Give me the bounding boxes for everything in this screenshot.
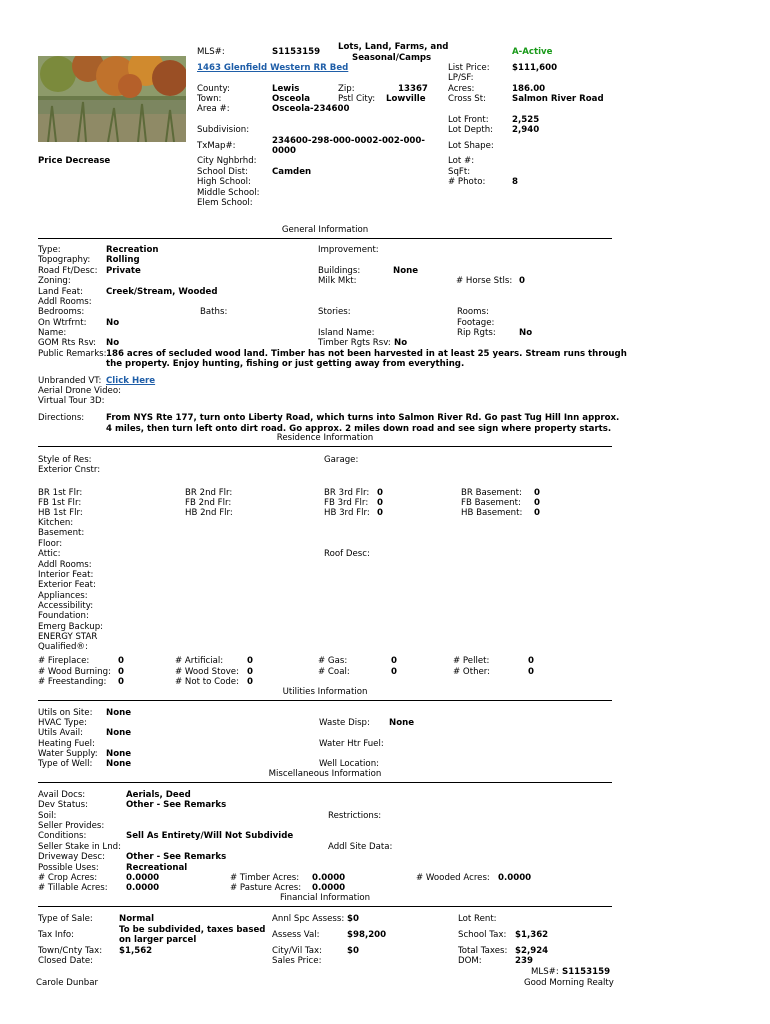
horse-value: 0	[519, 276, 525, 286]
avail-docs-label: Avail Docs:	[38, 790, 86, 800]
br3-value: 0	[377, 488, 383, 498]
accessibility-label: Accessibility:	[38, 601, 94, 611]
pellet-value: 0	[528, 656, 534, 666]
list-price-label: List Price:	[448, 63, 490, 73]
floor-label: Floor:	[38, 539, 63, 549]
milk-label: Milk Mkt:	[318, 276, 357, 286]
cross-st: Salmon River Road	[512, 94, 604, 104]
hbb-label: HB Basement:	[461, 508, 523, 518]
freestanding-label: # Freestanding:	[38, 677, 107, 687]
lot-depth: 2,940	[512, 125, 540, 135]
remarks-line1: 186 acres of secluded wood land. Timber has not been harvested in at least 25 years. Stream runs through	[106, 349, 627, 359]
lot-rent-label: Lot Rent:	[458, 914, 497, 924]
property-photo[interactable]	[38, 56, 186, 142]
lot-front: 2,525	[512, 115, 540, 125]
vt-label: Unbranded VT:	[38, 376, 102, 386]
wood-stove-value: 0	[247, 667, 253, 677]
high-school-label: High School:	[197, 177, 251, 187]
dev-status-value: Other - See Remarks	[126, 800, 227, 810]
utils-avail-value: None	[106, 728, 132, 738]
area-label: Area #:	[197, 104, 230, 114]
buildings-value: None	[393, 266, 419, 276]
tillable-value: 0.0000	[126, 883, 160, 893]
dom-value: 239	[515, 956, 533, 966]
city-tax-value: $0	[347, 946, 359, 956]
assess-label: Assess Val:	[272, 930, 320, 940]
total-tax-label: Total Taxes:	[458, 946, 508, 956]
city-nghbrhd-label: City Nghbrhd:	[197, 156, 257, 166]
acres: 186.00	[512, 84, 546, 94]
hb3-value: 0	[377, 508, 383, 518]
water-supply-label: Water Supply:	[38, 749, 98, 759]
buildings-label: Buildings:	[318, 266, 361, 276]
property-type-line2: Seasonal/Camps	[352, 53, 432, 63]
county-label: County:	[197, 84, 230, 94]
footage-label: Footage:	[457, 318, 495, 328]
fb3-value: 0	[377, 498, 383, 508]
zip-label: Zip:	[338, 84, 355, 94]
hb2-label: HB 2nd Flr:	[185, 508, 233, 518]
wooded-label: # Wooded Acres:	[416, 873, 490, 883]
topography-label: Topography:	[38, 255, 91, 265]
fireplace-value: 0	[118, 656, 124, 666]
utils-site-label: Utils on Site:	[38, 708, 93, 718]
res-addl-rooms-label: Addl Rooms:	[38, 560, 92, 570]
residence-section-title: Residence Information	[276, 433, 374, 443]
status-badge: A-Active	[512, 47, 553, 57]
assess-value: $98,200	[347, 930, 387, 940]
property-type-line1: Lots, Land, Farms, and	[338, 42, 449, 52]
land-feat-value: Creek/Stream, Wooded	[106, 287, 218, 297]
pasture-value: 0.0000	[312, 883, 346, 893]
well-type-value: None	[106, 759, 132, 769]
sales-price-label: Sales Price:	[272, 956, 322, 966]
txmap-line2: 0000	[272, 146, 296, 156]
gas-value: 0	[391, 656, 397, 666]
tax-info-line2: on larger parcel	[119, 935, 197, 945]
stories-label: Stories:	[318, 307, 351, 317]
well-type-label: Type of Well:	[38, 759, 93, 769]
school-tax-label: School Tax:	[458, 930, 507, 940]
lot-front-label: Lot Front:	[448, 115, 489, 125]
foundation-label: Foundation:	[38, 611, 89, 621]
closed-label: Closed Date:	[38, 956, 94, 966]
county: Lewis	[272, 84, 300, 94]
sqft-label: SqFt:	[448, 167, 471, 177]
fb3-label: FB 3rd Flr:	[324, 498, 369, 508]
ext-cnstr-label: Exterior Cnstr:	[38, 465, 101, 475]
address-link[interactable]: 1463 Glenfield Western RR Bed	[197, 63, 349, 73]
office-name: Good Morning Realty	[524, 978, 614, 988]
bedrooms-label: Bedrooms:	[38, 307, 85, 317]
school-dist-label: School Dist:	[197, 167, 249, 177]
pstl-city: Lowville	[386, 94, 426, 104]
acres-label: Acres:	[448, 84, 475, 94]
elem-school-label: Elem School:	[197, 198, 253, 208]
conditions-label: Conditions:	[38, 831, 87, 841]
remarks-line2: the property. Enjoy hunting, fishing or just getting away from everything.	[106, 359, 465, 369]
garage-label: Garage:	[324, 455, 359, 465]
br1-label: BR 1st Flr:	[38, 488, 83, 498]
hb1-label: HB 1st Flr:	[38, 508, 83, 518]
directions-line2: 4 miles, then turn left onto dirt road. Go approx. 2 miles down road and see sign where property starts.	[106, 424, 612, 434]
gas-label: # Gas:	[318, 656, 348, 666]
lot-shape-label: Lot Shape:	[448, 141, 494, 151]
soil-label: Soil:	[38, 811, 57, 821]
water-supply-value: None	[106, 749, 132, 759]
photo-count: 8	[512, 177, 518, 187]
zip: 13367	[398, 84, 428, 94]
restrictions-label: Restrictions:	[328, 811, 382, 821]
on-wtrfrnt-value: No	[106, 318, 120, 328]
wood-burning-label: # Wood Burning:	[38, 667, 111, 677]
txmap-line1: 234600-298-000-0002-002-000-	[272, 136, 425, 146]
lpsf-label: LP/SF:	[448, 73, 474, 83]
energy-label-line2: Qualified®:	[38, 642, 88, 652]
appliances-label: Appliances:	[38, 591, 88, 601]
exterior-label: Exterior Feat:	[38, 580, 96, 590]
directions-label: Directions:	[38, 413, 85, 423]
road-value: Private	[106, 266, 141, 276]
timber-acres-label: # Timber Acres:	[230, 873, 300, 883]
br3-label: BR 3rd Flr:	[324, 488, 370, 498]
utils-avail-label: Utils Avail:	[38, 728, 84, 738]
possible-uses-label: Possible Uses:	[38, 863, 99, 873]
footer-mls-label: MLS#:	[531, 967, 559, 977]
hbb-value: 0	[534, 508, 540, 518]
well-location-label: Well Location:	[319, 759, 380, 769]
basement-label: Basement:	[38, 528, 85, 538]
annl-spc-value: $0	[347, 914, 359, 924]
cross-st-label: Cross St:	[448, 94, 487, 104]
town-tax-label: Town/Cnty Tax:	[38, 946, 103, 956]
brb-label: BR Basement:	[461, 488, 522, 498]
town-label: Town:	[197, 94, 222, 104]
pstl-city-label: Pstl City:	[338, 94, 376, 104]
lot-num-label: Lot #:	[448, 156, 475, 166]
coal-label: # Coal:	[318, 667, 350, 677]
footer-mls-value: S1153159	[562, 967, 611, 977]
rip-label: Rip Rgts:	[457, 328, 496, 338]
pasture-label: # Pasture Acres:	[230, 883, 302, 893]
fbb-label: FB Basement:	[461, 498, 521, 508]
general-section-title: General Information	[281, 225, 369, 235]
possible-uses-value: Recreational	[126, 863, 188, 873]
lot-depth-label: Lot Depth:	[448, 125, 494, 135]
financial-section-title: Financial Information	[279, 893, 371, 903]
timber-rgts-label: Timber Rgts Rsv:	[318, 338, 391, 348]
school-dist: Camden	[272, 167, 312, 177]
hvac-label: HVAC Type:	[38, 718, 87, 728]
total-tax-value: $2,924	[515, 946, 549, 956]
driveway-label: Driveway Desc:	[38, 852, 106, 862]
attic-label: Attic:	[38, 549, 61, 559]
type-value: Recreation	[106, 245, 159, 255]
photo-count-label: # Photo:	[448, 177, 486, 187]
utilities-divider	[38, 700, 612, 701]
dev-status-label: Dev Status:	[38, 800, 89, 810]
residence-divider	[38, 446, 612, 447]
timber-rgts-value: No	[394, 338, 408, 348]
coal-value: 0	[391, 667, 397, 677]
zoning-label: Zoning:	[38, 276, 71, 286]
freestanding-value: 0	[118, 677, 124, 687]
hb3-label: HB 3rd Flr:	[324, 508, 370, 518]
fireplace-label: # Fireplace:	[38, 656, 90, 666]
mls-value: S1153159	[272, 47, 321, 57]
town-tax-value: $1,562	[119, 946, 153, 956]
fbb-value: 0	[534, 498, 540, 508]
town: Osceola	[272, 94, 310, 104]
annl-spc-label: Annl Spc Assess:	[272, 914, 345, 924]
rooms-label: Rooms:	[457, 307, 489, 317]
tillable-label: # Tillable Acres:	[38, 883, 108, 893]
energy-label-line1: ENERGY STAR	[38, 632, 98, 642]
fb2-label: FB 2nd Flr:	[185, 498, 232, 508]
crop-value: 0.0000	[126, 873, 160, 883]
directions-line1: From NYS Rte 177, turn onto Liberty Road, which turns into Salmon River Rd. Go past Tug Hill Inn approx.	[106, 413, 620, 423]
not-to-code-label: # Not to Code:	[175, 677, 239, 687]
type-sale-label: Type of Sale:	[38, 914, 93, 924]
misc-divider	[38, 782, 612, 783]
city-tax-label: City/Vil Tax:	[272, 946, 323, 956]
land-feat-label: Land Feat:	[38, 287, 83, 297]
list-price: $111,600	[512, 63, 558, 73]
road-label: Road Ft/Desc:	[38, 266, 98, 276]
middle-school-label: Middle School:	[197, 188, 260, 198]
addl-site-label: Addl Site Data:	[328, 842, 393, 852]
water-htr-label: Water Htr Fuel:	[319, 739, 384, 749]
wood-burning-value: 0	[118, 667, 124, 677]
pellet-label: # Pellet:	[453, 656, 490, 666]
utilities-section-title: Utilities Information	[282, 687, 368, 697]
br2-label: BR 2nd Flr:	[185, 488, 233, 498]
drone-label: Aerial Drone Video:	[38, 386, 121, 396]
area: Osceola-234600	[272, 104, 350, 114]
timber-acres-value: 0.0000	[312, 873, 346, 883]
baths-label: Baths:	[200, 307, 228, 317]
remarks-label: Public Remarks:	[38, 349, 107, 359]
type-label: Type:	[38, 245, 61, 255]
name-label: Name:	[38, 328, 67, 338]
agent-name: Carole Dunbar	[36, 978, 99, 988]
conditions-value: Sell As Entirety/Will Not Subdivide	[126, 831, 294, 841]
topography-value: Rolling	[106, 255, 140, 265]
style-label: Style of Res:	[38, 455, 92, 465]
seller-provides-label: Seller Provides:	[38, 821, 105, 831]
wooded-value: 0.0000	[498, 873, 532, 883]
not-to-code-value: 0	[247, 677, 253, 687]
misc-section-title: Miscellaneous Information	[268, 769, 382, 779]
other-label: # Other:	[453, 667, 491, 677]
price-decrease: Price Decrease	[38, 156, 111, 166]
fb1-label: FB 1st Flr:	[38, 498, 82, 508]
type-sale-value: Normal	[119, 914, 155, 924]
utils-site-value: None	[106, 708, 132, 718]
gom-label: GOM Rts Rsv:	[38, 338, 97, 348]
heating-label: Heating Fuel:	[38, 739, 95, 749]
addl-rooms-label: Addl Rooms:	[38, 297, 92, 307]
waste-value: None	[389, 718, 415, 728]
island-label: Island Name:	[318, 328, 375, 338]
improvement-label: Improvement:	[318, 245, 379, 255]
roof-label: Roof Desc:	[324, 549, 370, 559]
brb-value: 0	[534, 488, 540, 498]
artificial-value: 0	[247, 656, 253, 666]
wood-stove-label: # Wood Stove:	[175, 667, 239, 677]
tour-3d-label: Virtual Tour 3D:	[38, 396, 105, 406]
avail-docs-value: Aerials, Deed	[126, 790, 191, 800]
emerg-label: Emerg Backup:	[38, 622, 104, 632]
school-tax-value: $1,362	[515, 930, 549, 940]
financial-divider	[38, 906, 612, 907]
interior-label: Interior Feat:	[38, 570, 94, 580]
crop-label: # Crop Acres:	[38, 873, 98, 883]
horse-label: # Horse Stls:	[456, 276, 513, 286]
txmap-label: TxMap#:	[197, 141, 236, 151]
tax-info-label: Tax Info:	[38, 930, 75, 940]
mls-label: MLS#:	[197, 47, 225, 57]
tax-info-line1: To be subdivided, taxes based	[119, 925, 266, 935]
kitchen-label: Kitchen:	[38, 518, 74, 528]
virtual-tour-link[interactable]: Click Here	[106, 376, 156, 386]
on-wtrfrnt-label: On Wtrfrnt:	[38, 318, 87, 328]
dom-label: DOM:	[458, 956, 482, 966]
artificial-label: # Artificial:	[175, 656, 224, 666]
other-value: 0	[528, 667, 534, 677]
seller-stake-label: Seller Stake in Lnd:	[38, 842, 121, 852]
rip-value: No	[519, 328, 533, 338]
general-divider	[38, 238, 612, 239]
subdivision-label: Subdivision:	[197, 125, 250, 135]
gom-value: No	[106, 338, 120, 348]
waste-label: Waste Disp:	[319, 718, 370, 728]
driveway-value: Other - See Remarks	[126, 852, 227, 862]
